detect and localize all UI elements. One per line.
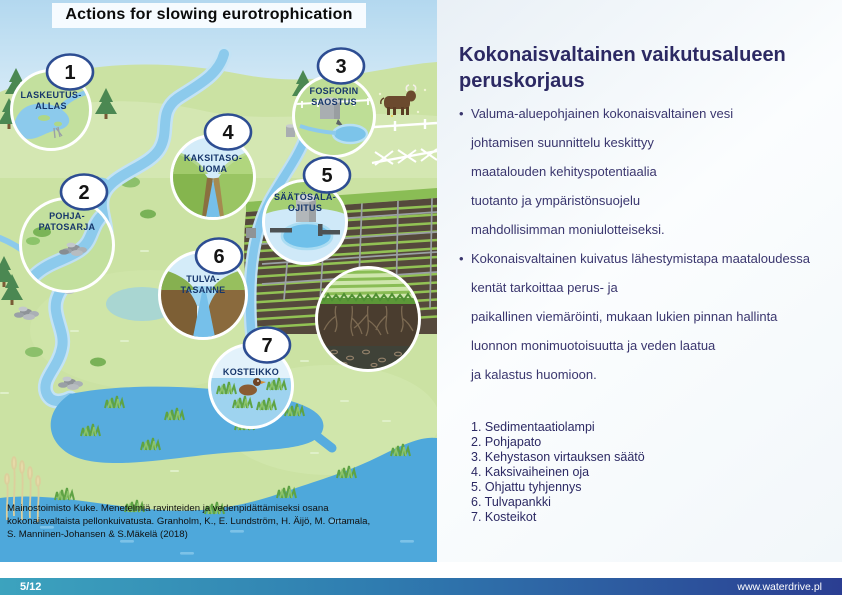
svg-text:1: 1 — [64, 62, 76, 84]
bullet-marker: • — [459, 106, 464, 121]
footer-bar — [0, 578, 842, 595]
svg-text:OJITUS: OJITUS — [287, 203, 323, 213]
svg-text:7: 7 — [261, 335, 273, 357]
illustration-panel — [0, 0, 437, 562]
svg-text:3: 3 — [335, 56, 347, 78]
source-caption — [7, 502, 427, 542]
legend-item: 7. Kosteikot — [471, 510, 537, 524]
culvert — [246, 228, 256, 238]
numbered-legend — [471, 420, 645, 525]
svg-text:SÄÄTÖSALA-: SÄÄTÖSALA- — [274, 192, 336, 202]
bullet-item: • Kokonaisvaltainen kuivatus lähestymistapa maataloudessa kentät tarkoittaa perus- ja paikallinen viemäröinti, mukaan lukien pinnan hallinta luonnon monimuotoisuutta ja veden laatua ja kalastus huomioon. — [459, 244, 837, 389]
svg-text:KAKSITASO-: KAKSITASO- — [183, 153, 243, 163]
page-indicator: 5/12 — [20, 580, 42, 593]
svg-text:4: 4 — [222, 122, 234, 144]
svg-text:KOSTEIKKO: KOSTEIKKO — [222, 367, 280, 377]
text-panel — [437, 0, 842, 562]
caption-line: kokonaisvaltaista pellonkuivatusta. Granholm, K., E. Lundström, H. Äijö, M. Ortamala, — [7, 516, 371, 528]
legend-item: 3. Kehystason virtauksen säätö — [471, 450, 645, 464]
svg-text:2: 2 — [78, 182, 90, 204]
legend-item: 1. Sedimentaatiolampi — [471, 420, 595, 434]
landscape-illustration — [0, 0, 437, 562]
page-title: Kokonaisvaltainen vaikutusalueen peruskorjaus — [459, 44, 786, 92]
svg-text:UOMA: UOMA — [198, 164, 228, 174]
svg-text:FOSFORIN: FOSFORIN — [309, 86, 359, 96]
legend-item: 5. Ohjattu tyhjennys — [471, 480, 582, 494]
legend-item: 6. Tulvapankki — [471, 495, 551, 509]
legend-item: 2. Pohjapato — [471, 435, 542, 449]
soil-cross-section-circle — [316, 267, 420, 371]
svg-text:5: 5 — [321, 165, 333, 187]
caption-line: Mainostoimisto Kuke. Menetelmiä ravinteiden ja vedenpidättämiseksi osana — [7, 503, 329, 514]
svg-text:LASKEUTUS-: LASKEUTUS- — [20, 90, 82, 100]
svg-text:TULVA-: TULVA- — [186, 274, 220, 284]
svg-text:SAOSTUS: SAOSTUS — [311, 97, 357, 107]
bullet-item: • Valuma-aluepohjainen kokonaisvaltainen vesi johtamisen suunnittelu keskittyy maatalouden kehityspotentiaalia tuotanto ja ympäristönsuojelu mahdollisimman moniulotteiseksi. — [459, 99, 837, 244]
bullet-list — [459, 99, 837, 389]
svg-text:POHJA-: POHJA- — [49, 211, 85, 221]
illustration-title: Actions for slowing eurotrophication — [52, 3, 366, 28]
legend-item: 4. Kaksivaiheinen oja — [471, 465, 590, 479]
svg-text:6: 6 — [213, 246, 225, 268]
bullet-marker: • — [459, 251, 464, 266]
svg-text:ALLAS: ALLAS — [35, 101, 67, 111]
svg-text:PATOSARJA: PATOSARJA — [38, 222, 96, 232]
website-link[interactable]: www.waterdrive.pl — [737, 580, 822, 593]
svg-text:TASANNE: TASANNE — [180, 285, 226, 295]
caption-line: S. Manninen-Johansen & S.Mäkelä (2018) — [7, 529, 188, 541]
